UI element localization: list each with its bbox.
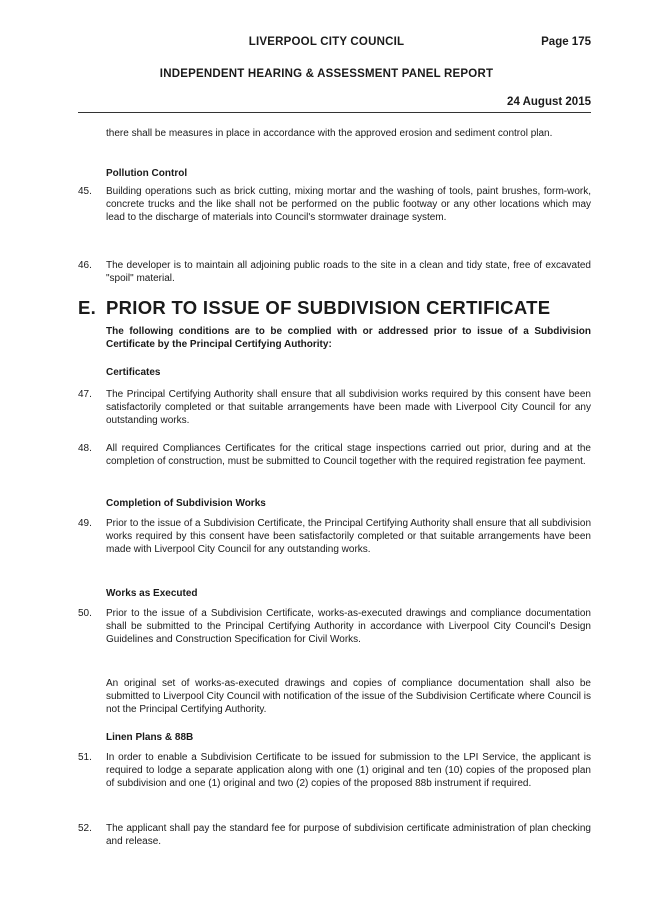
condition-number-45: 45. xyxy=(78,186,92,197)
condition-text-50: Prior to the issue of a Subdivision Certificate, works-as-executed drawings and compliance documentation shall be submitted to the Principal Certifying Authority in accordance with Liverpool City Council's Design Guidelines and Construction Specification for Civil Works. xyxy=(106,608,591,646)
heading-linen-plans: Linen Plans & 88B xyxy=(106,732,194,743)
heading-certificates: Certificates xyxy=(106,367,161,378)
section-heading xyxy=(78,297,550,319)
section-title: PRIOR TO ISSUE OF SUBDIVISION CERTIFICATE xyxy=(106,297,551,318)
condition-number-46: 46. xyxy=(78,260,92,271)
council-name: LIVERPOOL CITY COUNCIL xyxy=(248,36,405,48)
condition-text-45: Building operations such as brick cutting, mixing mortar and the washing of tools, paint brushes, form-work, concrete trucks and the like shall not be performed on the public footway or any other locations which may lead to the discharge of materials into Council's stormwater drainage system. xyxy=(106,186,591,224)
works-executed-extra: An original set of works-as-executed drawings and copies of compliance documentation shall also be submitted to Liverpool City Council with notification of the issue of the Subdivision Certificate where Council is not the Principal Certifying Authority. xyxy=(106,678,591,716)
section-intro: The following conditions are to be complied with or addressed prior to issue of a Subdivision Certificate by the Principal Certifying Authority: xyxy=(106,326,591,351)
condition-text-51: In order to enable a Subdivision Certificate to be issued for submission to the LPI Service, the applicant is required to lodge a separate application along with one (1) original and ten (10) copies of the proposed plan of subdivision and one (1) original and two (2) copies of the proposed 88b instrument if required. xyxy=(106,752,591,790)
condition-text-47: The Principal Certifying Authority shall ensure that all subdivision works required by this consent have been satisfactorily completed or that suitable arrangements have been made with Liverpool City Council for any outstanding works. xyxy=(106,389,591,427)
heading-completion: Completion of Subdivision Works xyxy=(106,498,266,509)
condition-text-46: The developer is to maintain all adjoining public roads to the site in a clean and tidy state, free of excavated "spoil" material. xyxy=(106,260,591,285)
condition-number-52: 52. xyxy=(78,823,92,834)
condition-number-49: 49. xyxy=(78,518,92,529)
heading-works-executed: Works as Executed xyxy=(106,588,198,599)
continuation-paragraph: there shall be measures in place in accordance with the approved erosion and sediment control plan. xyxy=(106,128,553,139)
condition-number-50: 50. xyxy=(78,608,92,619)
condition-text-52: The applicant shall pay the standard fee for purpose of subdivision certificate administration of plan checking and release. xyxy=(106,823,591,848)
report-date: 24 August 2015 xyxy=(507,96,591,108)
condition-text-49: Prior to the issue of a Subdivision Certificate, the Principal Certifying Authority shall ensure that all subdivision works required by this consent have been satisfactorily completed or that suitable arrangements have been made with Liverpool City Council for any outstanding works. xyxy=(106,518,591,556)
condition-number-47: 47. xyxy=(78,389,92,400)
condition-number-51: 51. xyxy=(78,752,92,763)
condition-number-48: 48. xyxy=(78,443,92,454)
page-number: Page 175 xyxy=(541,36,591,48)
header-divider xyxy=(78,112,591,113)
condition-text-48: All required Compliances Certificates for the critical stage inspections carried out prior, during and at the completion of construction, must be submitted to Council together with the required registration fee payment. xyxy=(106,443,591,468)
section-letter: E. xyxy=(78,297,97,318)
report-title: INDEPENDENT HEARING & ASSESSMENT PANEL REPORT xyxy=(159,68,494,80)
heading-pollution-control: Pollution Control xyxy=(106,168,188,179)
